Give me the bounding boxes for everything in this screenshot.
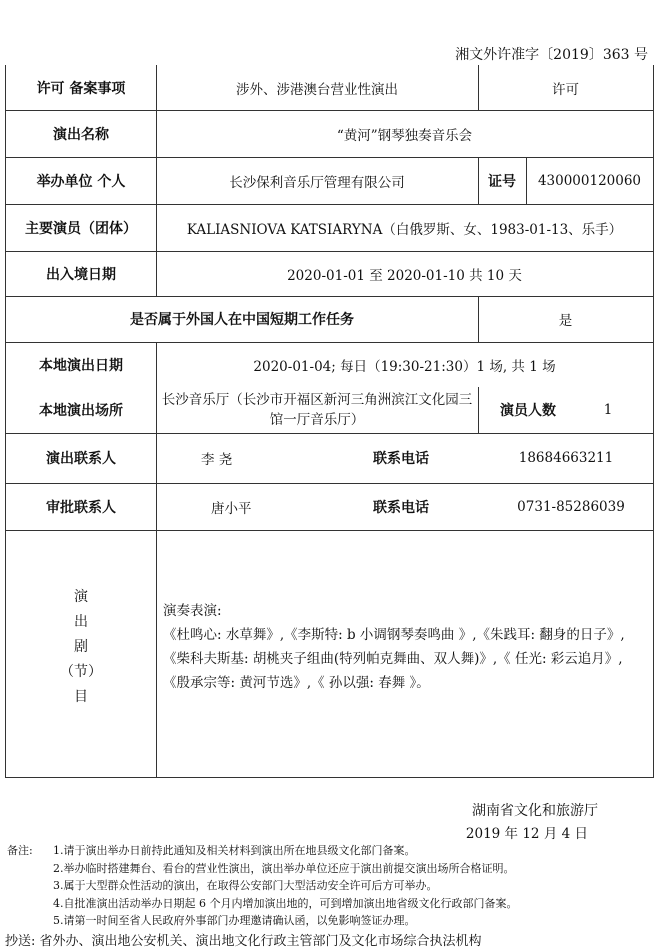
short-term-label: 是否属于外国人在中国短期工作任务: [130, 312, 354, 328]
program-label-char: 剧: [74, 639, 88, 655]
note-item: 3.属于大型群众性活动的演出，在取得公安部门大型活动安全许可后方可举办。: [53, 879, 438, 892]
permit-table: [5, 65, 654, 778]
document-number: 湘文外许准字〔2019〕363 号: [455, 47, 648, 63]
approver-label: 审批联系人: [46, 499, 116, 516]
program-list: 《杜鸣心: 水草舞》,《李斯特: b 小调钢琴奏鸣曲 》,《朱践耳: 翻身的日子》,《柴科夫斯基: 胡桃夹子组曲(特列帕克舞曲、双人舞)》,《 任光: 彩云追月》,《殷承宗等: 黄河节选》,《 孙以强: 春舞 》。: [163, 627, 625, 691]
contact-phone: 18684663211: [518, 450, 614, 466]
note-item: 4.自批准演出活动举办日期起 6 个月内增加演出地的，可到增加演出地省级文化行政部门备案。: [53, 896, 518, 910]
cert-label: 证号: [488, 173, 516, 190]
entry-exit-value: 2020-01-01 至 2020-01-10 共 10 天: [287, 267, 522, 284]
contact-name: 李 尧: [201, 452, 233, 468]
entry-exit-label: 出入境日期: [46, 266, 116, 283]
venue-value: 长沙音乐厅（长沙市开福区新河三角洲滨江文化园三馆一厅音乐厅）: [161, 392, 473, 428]
approver-phone: 0731-85286039: [517, 498, 625, 515]
show-name-value: “黄河”钢琴独奏音乐会: [336, 127, 473, 144]
organizer-label: 举办单位 个人: [36, 173, 126, 190]
program-label-char: 出: [74, 614, 88, 630]
short-term-value: 是: [558, 313, 573, 329]
organizer-value: 长沙保利音乐厅管理有限公司: [229, 174, 405, 191]
note-item: 2.举办临时搭建舞台、看台的营业性演出，演出举办单位还应于演出前提交演出场所合格证明。: [53, 861, 515, 875]
issuer: 湖南省文化和旅游厅: [472, 803, 598, 819]
permit-result: 许可: [552, 81, 579, 98]
notes-label: 备注:: [7, 844, 33, 857]
program-content: [163, 599, 645, 695]
program-label-char: （节）: [60, 664, 102, 680]
cert-value: 430000120060: [537, 172, 642, 189]
program-label: [6, 585, 156, 710]
approver-phone-label: 联系电话: [373, 499, 429, 516]
local-date-value: 2020-01-04; 每日（19:30-21:30）1 场, 共 1 场: [253, 358, 556, 375]
show-name-label: 演出名称: [53, 126, 109, 143]
performer-label: 主要演员（团体）: [25, 220, 137, 237]
program-heading: 演奏表演:: [163, 603, 222, 619]
approver-name: 唐小平: [211, 500, 252, 517]
program-label-char: 目: [74, 689, 88, 705]
note-item: 5.请第一时间至省人民政府外事部门办理邀请确认函，以免影响签证办理。: [53, 914, 416, 927]
program-label-char: 演: [74, 589, 88, 605]
performer-count-value: 1: [603, 402, 613, 418]
performer-value: KALIASNIOVA KATSIARYNA（白俄罗斯、女、1983-01-13、乐手）: [186, 221, 623, 238]
issue-date: 2019 年 12 月 4 日: [465, 826, 588, 842]
venue-label: 本地演出场所: [39, 403, 123, 419]
permit-value: 涉外、涉港澳台营业性演出: [236, 81, 398, 98]
local-date-label: 本地演出日期: [39, 357, 123, 374]
performer-count-label: 演员人数: [500, 403, 556, 419]
cc-label: 抄送:: [5, 934, 36, 949]
contact-label: 演出联系人: [46, 451, 116, 467]
cc-text: 省外办、演出地公安机关、演出地文化行政主管部门及文化市场综合执法机构: [39, 934, 482, 949]
contact-phone-label: 联系电话: [373, 451, 429, 467]
permit-label: 许可 备案事项: [36, 80, 126, 97]
note-item: 1.请于演出举办日前持此通知及相关材料到演出所在地县级文化部门备案。: [53, 844, 416, 857]
cc-line: [5, 930, 482, 949]
